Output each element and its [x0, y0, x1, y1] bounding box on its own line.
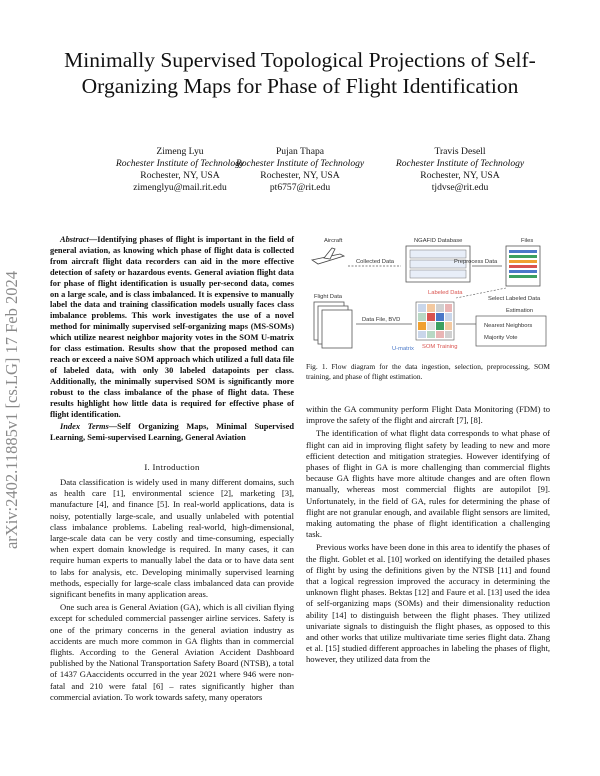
flow-diagram: [306, 232, 550, 356]
index-terms-text: —Self Organizing Maps, Minimal Supervised Learning, Semi-supervised Learning, General Aviation: [50, 422, 295, 443]
author-location: Rochester, NY, USA: [420, 170, 500, 181]
label-preprocess: Preprocess Data: [454, 259, 498, 265]
author-3: [375, 146, 545, 194]
paper-title: Minimally Supervised Topological Projections of Self-Organizing Maps for Phase of Flight Identification: [64, 48, 536, 98]
label-majority: Majority Vote: [484, 335, 518, 341]
index-terms: [50, 422, 294, 444]
abstract: [50, 235, 294, 444]
figure-caption: Fig. 1. Flow diagram for the data ingestion, selection, preprocessing, SOM training, and phase of flight estimation.: [306, 362, 550, 381]
paragraph: Data classification is widely used in many different domains, such as health care [1], environmental science [2], marketing [3], manufacture [4], and finance [5]. In real-world applications, data is noisy, potentially large-scale, and usually unlabeled with potential class imbalance problems. Labeling real-world, high-dimensional, large-scale data can be very costly and time-consuming, especially when expert domain knowledge is required. In many cases, it can require human experts to manually label the data or to have data sent to labs for analysis, etc. Developing minimally supervised learning methods, especially for large-scale class imbalanced data can provide significant benefits in many application areas.: [50, 477, 294, 600]
paragraph: Previous works have been done in this area to identify the phases of the flight. Goblet et al. [10] worked on identifying the detailed phases of flight by using the definitions given by the NTSB [11] and found that a logical regression improved the accuracy in determining the unknown flight phases. Bektas [12] and Faure et al. [13] used the idea of self-organizing maps (SOMs) and their dimensionality reduction ability [14] to distinguish between the flight phases. They utilized univariate signals to distinguish the flight phases, as opposed to this and other works that utilize multivariate time series flight data. Zhang et al. [15] studied different approaches in labeling the phases of flight, however, they utilized data from the: [306, 542, 550, 665]
author-location: Rochester, NY, USA: [140, 170, 220, 181]
label-flight-data: Flight Data: [314, 294, 343, 300]
files-icon: [506, 246, 540, 286]
label-nearest: Nearest Neighbors: [484, 323, 533, 329]
aircraft-icon: [312, 248, 344, 264]
paragraph: One such area is General Aviation (GA), which is all civilian flying except for scheduled commercial passenger airline services. Safety is one of the primary concerns in the general aviation industry as accidents are much more common in GA flights than in commercial flights. According to the General Aviation Accident Dashboard published by the National Transportation Safety Board (NTSB), a total of 1437 GAaccidents occurred in the year 2021 where 946 were non-fatal and 210 were fatal [6] – rates significantly higher than commercial aviation. To work towards safety, many operators: [50, 602, 294, 702]
author-affiliation: Rochester Institute of Technology: [395, 158, 525, 169]
arxiv-sidebar: [0, 215, 24, 605]
section-heading: I. Introduction: [144, 462, 200, 472]
estimation-box: [476, 316, 546, 346]
author-affiliation: Rochester Institute of Technology: [235, 158, 365, 169]
label-som: SOM Training: [422, 344, 458, 350]
label-labeled: Labeled Data: [428, 290, 463, 296]
index-terms-label: Index Terms: [60, 422, 109, 432]
label-collected: Collected Data: [356, 259, 395, 265]
author-location: Rochester, NY, USA: [260, 170, 340, 181]
som-grid: [416, 302, 454, 340]
author-name: Zimeng Lyu: [156, 146, 204, 157]
paragraph: within the GA community perform Flight Data Monitoring (FDM) to improve the safety of the flight and aircraft [7], [8].: [306, 404, 550, 426]
label-data-file: Data File, BVD: [362, 317, 401, 323]
author-affiliation: Rochester Institute of Technology: [115, 158, 245, 169]
flight-data-icon: [314, 302, 352, 348]
author-name: Pujan Thapa: [275, 146, 325, 157]
left-column-body: [50, 477, 294, 705]
author-email[interactable]: tjdvse@rit.edu: [431, 182, 489, 193]
label-estimation: Estimation: [506, 308, 534, 314]
author-email[interactable]: zimenglyu@mail.rit.edu: [133, 182, 227, 193]
paragraph: The identification of what flight data corresponds to what phase of flight can aid in improving flight safety by leading to new and more efficient detection and mitigation strategies. However identifying of phases of flight in GA is more challenging than commercial flights because GA flights have more altitude changes and are often flown manually, whereas most commercial flights are autopilot [9]. Unfortunately, in the field of GA, rules for determining the phase of flight are not granular enough, and available flight sensors are limited, making automating the phase of flight identification a challenging task.: [306, 428, 550, 540]
abstract-text: —Identifying phases of flight is important in the field of general aviation, as knowing which phase of flight data is collected from aircraft flight data recorders can aid in the more effective detection of safety or hazardous events. General aviation flight data for phase of flight identification is usually per-second data, comes on a large scale, and is class imbalanced. It is expensive to manually label the data and training classification models usually faces class imbalance problems. This work investigates the use of a novel method for minimally supervised self-organizing maps (MS-SOMs) which utilize nearest neighbor majority votes in the SOM U-matrix for class estimation. Results show that the proposed method can reach or exceed a naive SOM approach which utilized a full data file of labeled data, with only 30 labeled datapoints per class. Additionally, the minimally supervised SOM is significantly more robust to the class imbalance of the phase of flight data. These results highlight how little data is required for effective phase of flight identification.: [50, 235, 294, 419]
label-umatrix: U-matrix: [392, 346, 414, 352]
abstract-label: Abstract: [60, 235, 89, 244]
author-name: Travis Desell: [434, 146, 486, 157]
arxiv-identifier[interactable]: arXiv:2402.11885v1 [cs.LG] 17 Feb 2024: [2, 270, 21, 550]
author-2: [215, 146, 385, 194]
label-select-labeled: Select Labeled Data: [488, 296, 541, 302]
author-email[interactable]: pt6757@rit.edu: [269, 182, 331, 193]
label-files: Files: [521, 238, 534, 244]
label-aircraft: Aircraft: [324, 238, 343, 244]
right-column-body: [306, 404, 550, 668]
label-database: NGAFID Database: [414, 238, 463, 244]
